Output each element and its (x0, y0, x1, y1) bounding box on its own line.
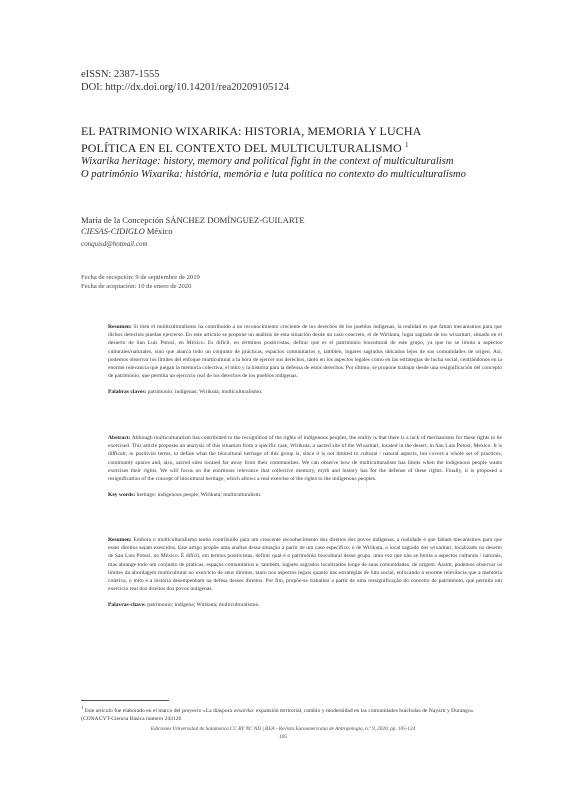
title-spanish-line2: POLÍTICA EN EL CONTEXTO DEL MULTICULTURALISMO (81, 141, 402, 155)
abstract-portuguese-text: Embora o multiculturalismo tenha contribuído para um crescente reconhecimento dos direitos dos povos indígenas, a realidade é que faltam mecanismos para que esses direitos sejam exercidos. Este artigo propõe uma análise dessa situação a partir de um caso específico, o de Wirikuta, o local sagrado dos wixaritari, localizado no deserto de San Luis Potosí, no México. É difícil, em termos positivistas, definir qual é o patrimônio biocultural desse grupo, uma vez que não se limita a aspectos culturais / naturais, mas abrange todo um conjunto de práticas, espaços comunitários e, também, lugares sagrados localizados longe de suas comunidades. de origem. Assim, podemos observar os limites da abordagem multicultural no exercício de seus direitos, tanto nos aspectos legais quanto nas estratégias de luta social, enfocando a enorme relevância que a memória coletiva, o mito e a história desempenham na defesa desses direitos. Por fim, propõe-se trabalhar a partir de uma ressignificação do conceito de patrimônio, que permita um exercício real dos direitos dos povos indígenas. (108, 537, 502, 593)
date-received: Fecha de recepción: 9 de septiembre de 2019 (81, 274, 200, 281)
author-email[interactable]: conquisd@hotmail.com (81, 240, 148, 248)
title-spanish (81, 124, 521, 155)
abstract-spanish-text: Si bien el multiculturalismo ha contribuido a un reconocimiento creciente de los derechos de los pueblos indígenas, la realidad es que faltan mecanismos para que dichos derechos puedan ejercerse. En este artículo se propone un análisis de esta situación desde un caso concreto, el de Wirikuta, lugar sagrado de los wixaritari, situado en el desierto de San Luis Potosí, en México. Es difícil, en términos positivistas, definir qué es el patrimonio biocultural de este grupo, ya que no se limita a aspectos culturales/naturales, sino que abarca todo un conjunto de prácticas, espacios comunitarios y, también, lugares sagrados ubicados lejos de sus comunidades de origen. Así, podemos observar los límites del enfoque multicultural a la hora de ejercer sus derechos, tanto en los aspectos legales como en las estrategias de lucha social, centrándonos en la enorme relevancia que juegan la memoria colectiva, el mito y la historia para la defensa de estos derechos. Por último, se propone trabajar desde una resignificación del concepto de patrimonio, que permita un ejercicio real de los derechos de los pueblos indígenas. (108, 324, 502, 380)
abstract-spanish-label: Resumen: (108, 324, 132, 330)
footnote-text-italic: wixarika (233, 707, 253, 714)
eissn: eISSN: 2387-1555 (81, 69, 160, 80)
keywords-portuguese (108, 601, 502, 609)
affiliation-country: México (144, 227, 173, 236)
abstract-spanish-body (108, 323, 502, 380)
keywords-english-label: Key words: (108, 492, 136, 499)
affiliation-name: CIESAS-CIDIGLO (81, 227, 145, 236)
keywords-english (108, 491, 502, 499)
dates-block (81, 273, 200, 291)
footnote (81, 705, 481, 723)
keywords-portuguese-label: Palavras-chave: (108, 602, 146, 609)
identifiers (81, 68, 289, 94)
title-block (81, 124, 521, 181)
page-footer (81, 726, 485, 741)
author-name: María de la Concepción SÁNCHEZ DOMÍNGUEZ-GUILARTE (81, 215, 305, 225)
abstract-english-label: Abstract: (108, 435, 131, 441)
doi-link[interactable]: DOI: http://dx.doi.org/10.14201/rea20209105124 (81, 82, 290, 93)
footnote-mark: 1 (81, 706, 84, 711)
keywords-spanish-label: Palabras claves: (108, 389, 147, 396)
abstract-portuguese-label: Resumen: (108, 537, 132, 543)
date-accepted: Fecha de aceptación: 10 de enero de 2020 (81, 283, 192, 290)
abstract-english-body (108, 434, 502, 483)
keywords-english-text: heritage; indigenous people; Wirikuta; multiculturalism. (135, 492, 262, 499)
footnote-text-b: : expansión territorial, cambio y modernidad en las comunidades huicholas de Nayarit y Durango» (CONACYT-Ciencia Básica número 243126 (81, 707, 474, 722)
title-english: Wixarika heritage: history, memory and political fight in the context of multiculturalism (81, 156, 454, 167)
abstract-portuguese-body (108, 536, 502, 593)
author-affiliation (81, 226, 501, 238)
footnote-divider (81, 700, 169, 701)
abstract-spanish (108, 323, 502, 397)
footer-citation: Ediciones Universidad de Salamanca CC BY NC ND | REA - Revista Euroamericana de Antropología, n.º 9, 2020, pp. 105-124 (150, 726, 416, 732)
title-spanish-line1: EL PATRIMONIO WIXARIKA: HISTORIA, MEMORIA Y LUCHA (81, 124, 422, 138)
keywords-spanish-text: patrimonio; indígenas; Wirikuta; multiculturalismo. (146, 389, 263, 396)
abstract-english-text: Although multiculturalism has contributed to the recognition of the rights of indigenous peoples, the reality is that there is a lack of mechanisms for these rights to be exercised. This article proposes an analysis of this situation from a specific case, Wirikuta, a sacred site of the Wixaritari, located in the desert, in San Luis Potosi, Mexico. It is difficult, in positivist terms, to define what the biocultural heritage of this group is, since it is not limited to cultural / natural aspects, but covers a whole set of practices, community spaces and, also, sacred sites located far away from their communities. We can observe how de multiculturalism has limits when the indigenous people wants exercises their rights. We will focus on the enormous relevance that collective memory, myth and history has for the defense of these rights. Finally, it is proposed a resignification of the concept of biocultural heritage, which allows a real exercise of the rights to the indigenous peoples. (108, 435, 502, 483)
abstract-portuguese (108, 536, 502, 610)
keywords-spanish (108, 388, 502, 396)
title-footnote-ref[interactable]: 1 (404, 141, 409, 149)
footnote-text-a: Este artículo fue elaborado en el marco del proyecto «La diáspora (83, 707, 234, 714)
keywords-portuguese-text: patrimonio; indígena; Wirikuta; multiculturalismo. (145, 602, 260, 609)
author-block (81, 214, 501, 250)
page-number: 105 (279, 733, 287, 740)
title-portuguese: O patrimônio Wixarika: história, memória e luta política no contexto do multiculturalismo (81, 169, 466, 180)
title-spanish-line2-wrap (81, 138, 521, 155)
abstract-english (108, 434, 502, 499)
